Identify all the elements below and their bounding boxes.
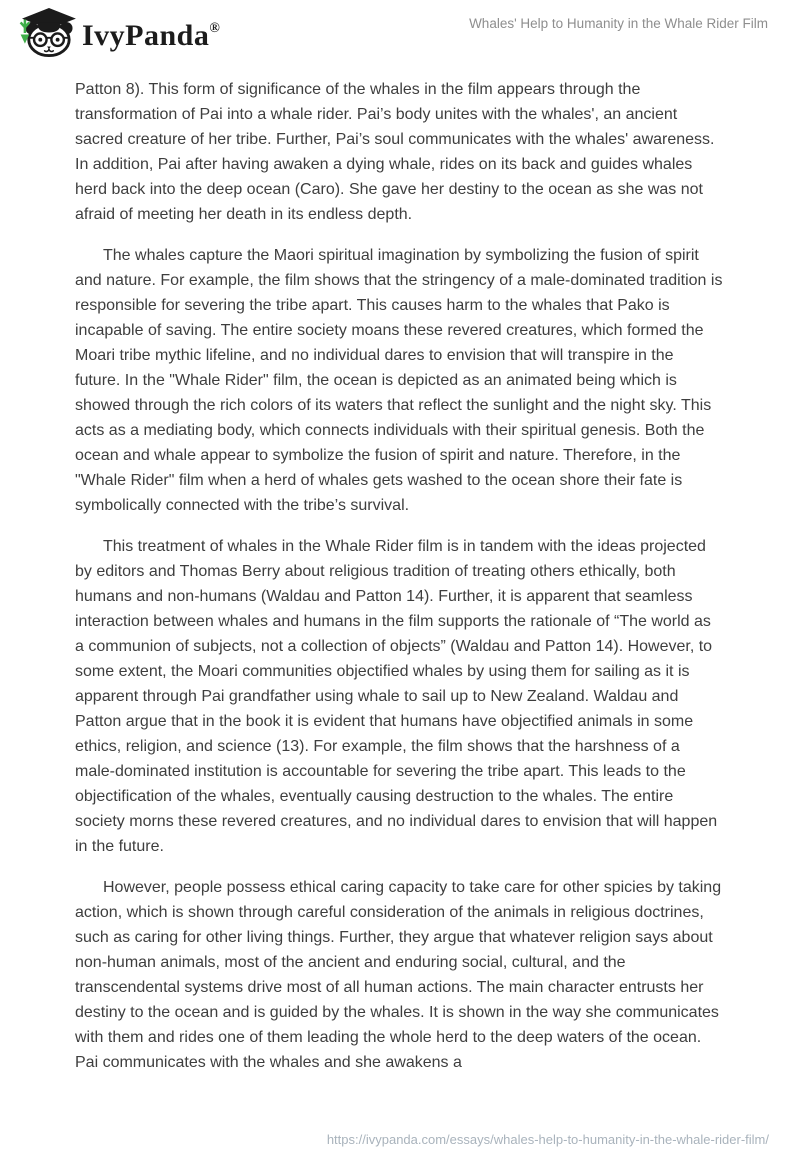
ivypanda-logo[interactable] (19, 8, 220, 63)
essay-body (0, 77, 800, 1075)
essay-paragraph: However, people possess ethical caring capacity to take care for other spicies by taking action, which is shown through careful consideration of the animals in religious doctrines, such as caring for other living things. Further, they argue that whatever religion says about non-human animals, most of the ancient and enduring social, cultural, and the transcendental systems drive most of all human actions. The main character entrusts her destiny to the ocean and is guided by the whales. It is shown in the way she communicates with them and rides one of them leading the whole herd to the deep waters of the ocean. Pai communicates with the whales and she awakens a (75, 879, 722, 1071)
brand-name: IvyPanda (82, 18, 210, 52)
registered-trademark-mark: ® (209, 20, 221, 36)
page-header (0, 0, 800, 58)
page-title: Whales' Help to Humanity in the Whale Rider Film (469, 16, 768, 31)
essay-paragraph: The whales capture the Maori spiritual imagination by symbolizing the fusion of spirit and nature. For example, the film shows that the stringency of a male-dominated tradition is responsible for severing the tribe apart. This causes harm to the whales that Pako is incapable of saving. The entire society moans these revered creatures, which formed the Moari tribe mythic lifeline, and no individual dares to envision that will transpire in the future. In the "Whale Rider" film, the ocean is depicted as an animated being which is showed through the rich colors of its waters that reflect the sunlight and the night sky. This acts as a mediating body, which connects individuals with their spiritual genesis. Both the ocean and whale appear to symbolize the fusion of spirit and nature. Therefore, in the "Whale Rider" film when a herd of whales gets washed to the ocean shore their fate is symbolically connected with the tribe’s survival. (75, 247, 723, 514)
source-url-link[interactable]: https://ivypanda.com/essays/whales-help-to-humanity-in-the-whale-rider-film/ (326, 1132, 769, 1147)
essay-paragraph: This treatment of whales in the Whale Rider film is in tandem with the ideas projected by editors and Thomas Berry about religious tradition of treating others ethically, both humans and non-humans (Waldau and Patton 14). Further, it is apparent that seamless interaction between whales and humans in the film supports the rationale of “The world as a communion of subjects, not a collection of objects” (Waldau and Patton 14). However, to some extent, the Moari communities objectified whales by using them for sailing as it is apparent through Pai grandfather using whale to sail up to New Zealand. Waldau and Patton argue that in the book it is evident that humans have objectified animals in some ethics, religion, and science (13). For example, the film shows that the harshness of a male-dominated institution is accountable for severing the tribe apart. This leads to the objectification of the whales, eventually causing destruction to the whales. The entire society morns these revered creatures, and no individual dares to envision that will happen in the future. (75, 538, 718, 855)
ivypanda-logo-text (82, 18, 221, 52)
essay-paragraph: Patton 8). This form of significance of the whales in the film appears through the transformation of Pai into a whale rider. Pai’s body unites with the whales', an ancient sacred creature of her tribe. Further, Pai’s soul communicates with the whales' awareness. In addition, Pai after having awaken a dying whale, rides on its back and guides whales herd back into the deep ocean (Caro). She gave her destiny to the ocean as she was not afraid of meeting her death in its endless depth. (75, 81, 715, 223)
ivypanda-panda-icon (19, 8, 77, 63)
